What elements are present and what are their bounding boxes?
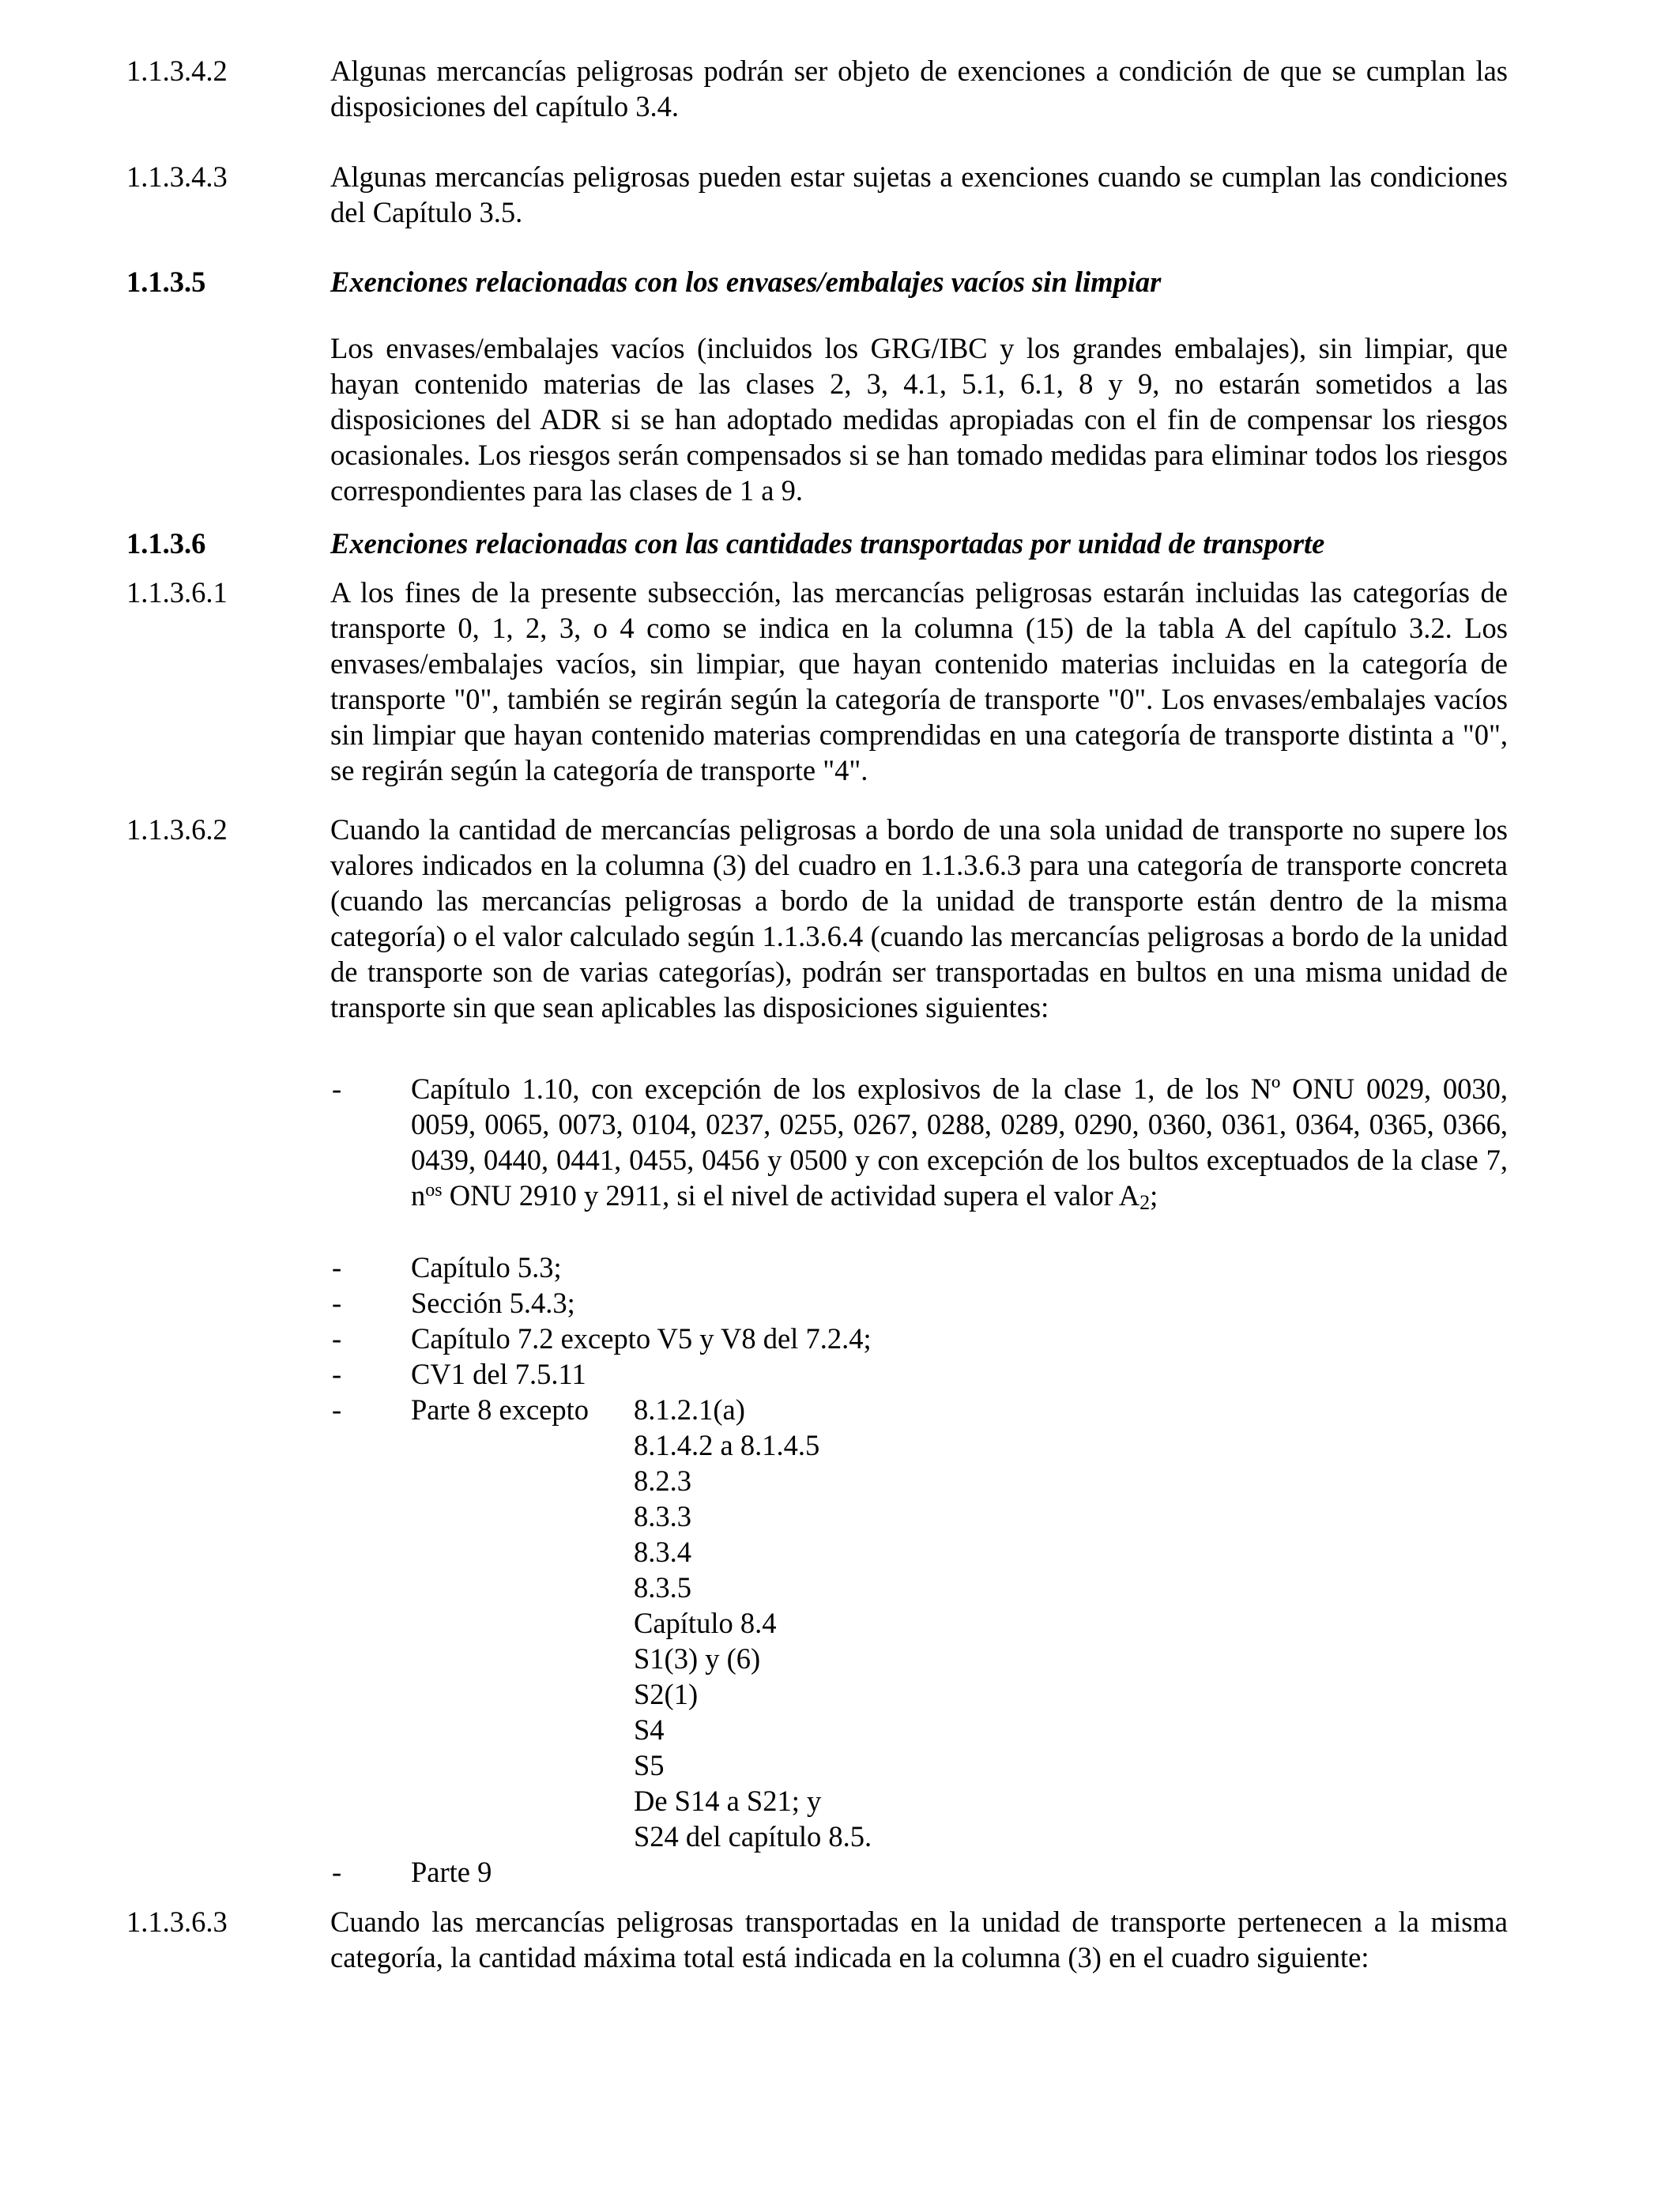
part8-exception: 8.3.4 xyxy=(634,1536,691,1568)
section-number: 1.1.3.6.1 xyxy=(126,576,228,609)
part8-exception: S5 xyxy=(634,1749,665,1781)
list-item-text: Parte 8 excepto xyxy=(411,1393,589,1426)
list-dash: - xyxy=(332,1072,342,1105)
section-heading: Exenciones relacionadas con los envases/embalajes vacíos sin limpiar xyxy=(330,266,1162,298)
part8-exception: Capítulo 8.4 xyxy=(634,1607,777,1639)
part8-exception: 8.3.5 xyxy=(634,1571,691,1604)
list-dash: - xyxy=(332,1251,342,1284)
section-number: 1.1.3.6.2 xyxy=(126,813,228,846)
list-item-text: Capítulo 5.3; xyxy=(411,1251,562,1284)
list-dash: - xyxy=(332,1856,342,1888)
part8-exception: 8.3.3 xyxy=(634,1500,691,1532)
section-text: Cuando la cantidad de mercancías peligrosas a bordo de una sola unidad de transporte no supere los valores indicados en la columna (3) del cuadro en 1.1.3.6.3 para una categoría de transporte concreta (cuando las mercancías peligrosas a bordo de la unidad de transporte están dentro de la misma categoría) o el valor calculado según 1.1.3.6.4 (cuando las mercancías peligrosas a bordo de la unidad de transporte son de varias categorías), podrán ser transportadas en bultos en una misma unidad de transporte sin que sean aplicables las disposiciones siguientes: xyxy=(330,813,1508,1023)
section-heading: Exenciones relacionadas con las cantidades transportadas por unidad de transporte xyxy=(330,527,1325,560)
section-number: 1.1.3.4.2 xyxy=(126,55,228,87)
part8-exception: S4 xyxy=(634,1713,665,1746)
section-text: Algunas mercancías peligrosas pueden estar sujetas a exenciones cuando se cumplan las condiciones del Capítulo 3.5. xyxy=(330,160,1508,228)
list-item-text: CV1 del 7.5.11 xyxy=(411,1358,586,1390)
part8-exception: De S14 a S21; y xyxy=(634,1785,822,1817)
part8-exception: 8.2.3 xyxy=(634,1465,691,1497)
list-dash: - xyxy=(332,1358,342,1390)
section-text: Algunas mercancías peligrosas podrán ser objeto de exenciones a condición de que se cumplan las disposiciones del capítulo 3.4. xyxy=(330,55,1508,123)
part8-exception: S1(3) y (6) xyxy=(634,1642,761,1675)
part8-exception: 8.1.4.2 a 8.1.4.5 xyxy=(634,1429,820,1461)
section-text: A los fines de la presente subsección, las mercancías peligrosas estarán incluidas las categorías de transporte 0, 1, 2, 3, o 4 como se indica en la columna (15) de la tabla A del capítulo 3.2. Los envases/embalajes vacíos, sin limpiar, que hayan contenido materias incluidas en la categoría de transporte "0", también se regirán según la categoría de transporte "0". Los envases/embalajes vacíos sin limpiar que hayan contenido materias comprendidas en una categoría de transporte distinta a "0", se regirán según la categoría de transporte "4". xyxy=(330,576,1508,786)
list-dash: - xyxy=(332,1322,342,1355)
list-item-text: Parte 9 xyxy=(411,1856,492,1888)
list-dash: - xyxy=(332,1393,342,1426)
part8-exception: S2(1) xyxy=(634,1678,699,1710)
list-item-text: Sección 5.4.3; xyxy=(411,1287,575,1319)
section-number: 1.1.3.6 xyxy=(126,527,206,560)
section-number: 1.1.3.5 xyxy=(126,266,206,298)
section-number: 1.1.3.6.3 xyxy=(126,1906,228,1938)
section-text: Los envases/embalajes vacíos (incluidos los GRG/IBC y los grandes embalajes), sin limpiar, que hayan contenido materias de las clases 2, 3, 4.1, 5.1, 6.1, 8 y 9, no estarán sometidos a las disposiciones del ADR si se han adoptado medidas apropiadas con el fin de compensar los riesgos ocasionales. Los riesgos serán compensados si se han tomado medidas para eliminar todos los riesgos correspondientes para las clases de 1 a 9. xyxy=(330,332,1508,507)
section-text: Cuando las mercancías peligrosas transportadas en la unidad de transporte pertenecen a la misma categoría, la cantidad máxima total está indicada en la columna (3) en el cuadro siguiente: xyxy=(330,1906,1508,1973)
list-item-text: Capítulo 1.10, con excepción de los explosivos de la clase 1, de los Nº ONU 0029, 0030, 0059, 0065, 0073, 0104, 0237, 0255, 0267, 0288, 0289, 0290, 0360, 0361, 0364, 0365, 0366, 0439, 0440, 0441, 0455, 0456 y 0500 y con excepción de los bultos exceptuados de la clase 7, $n^{os}$ ONU 2910 y 2911, si el nivel de actividad supera el valor $A_2$; xyxy=(411,1072,1508,1214)
section-number: 1.1.3.4.3 xyxy=(126,160,228,193)
part8-exception: 8.1.2.1(a) xyxy=(634,1393,745,1426)
part8-exception: S24 del capítulo 8.5. xyxy=(634,1820,872,1853)
list-item-text: Capítulo 7.2 excepto V5 y V8 del 7.2.4; xyxy=(411,1322,872,1355)
list-dash: - xyxy=(332,1287,342,1319)
